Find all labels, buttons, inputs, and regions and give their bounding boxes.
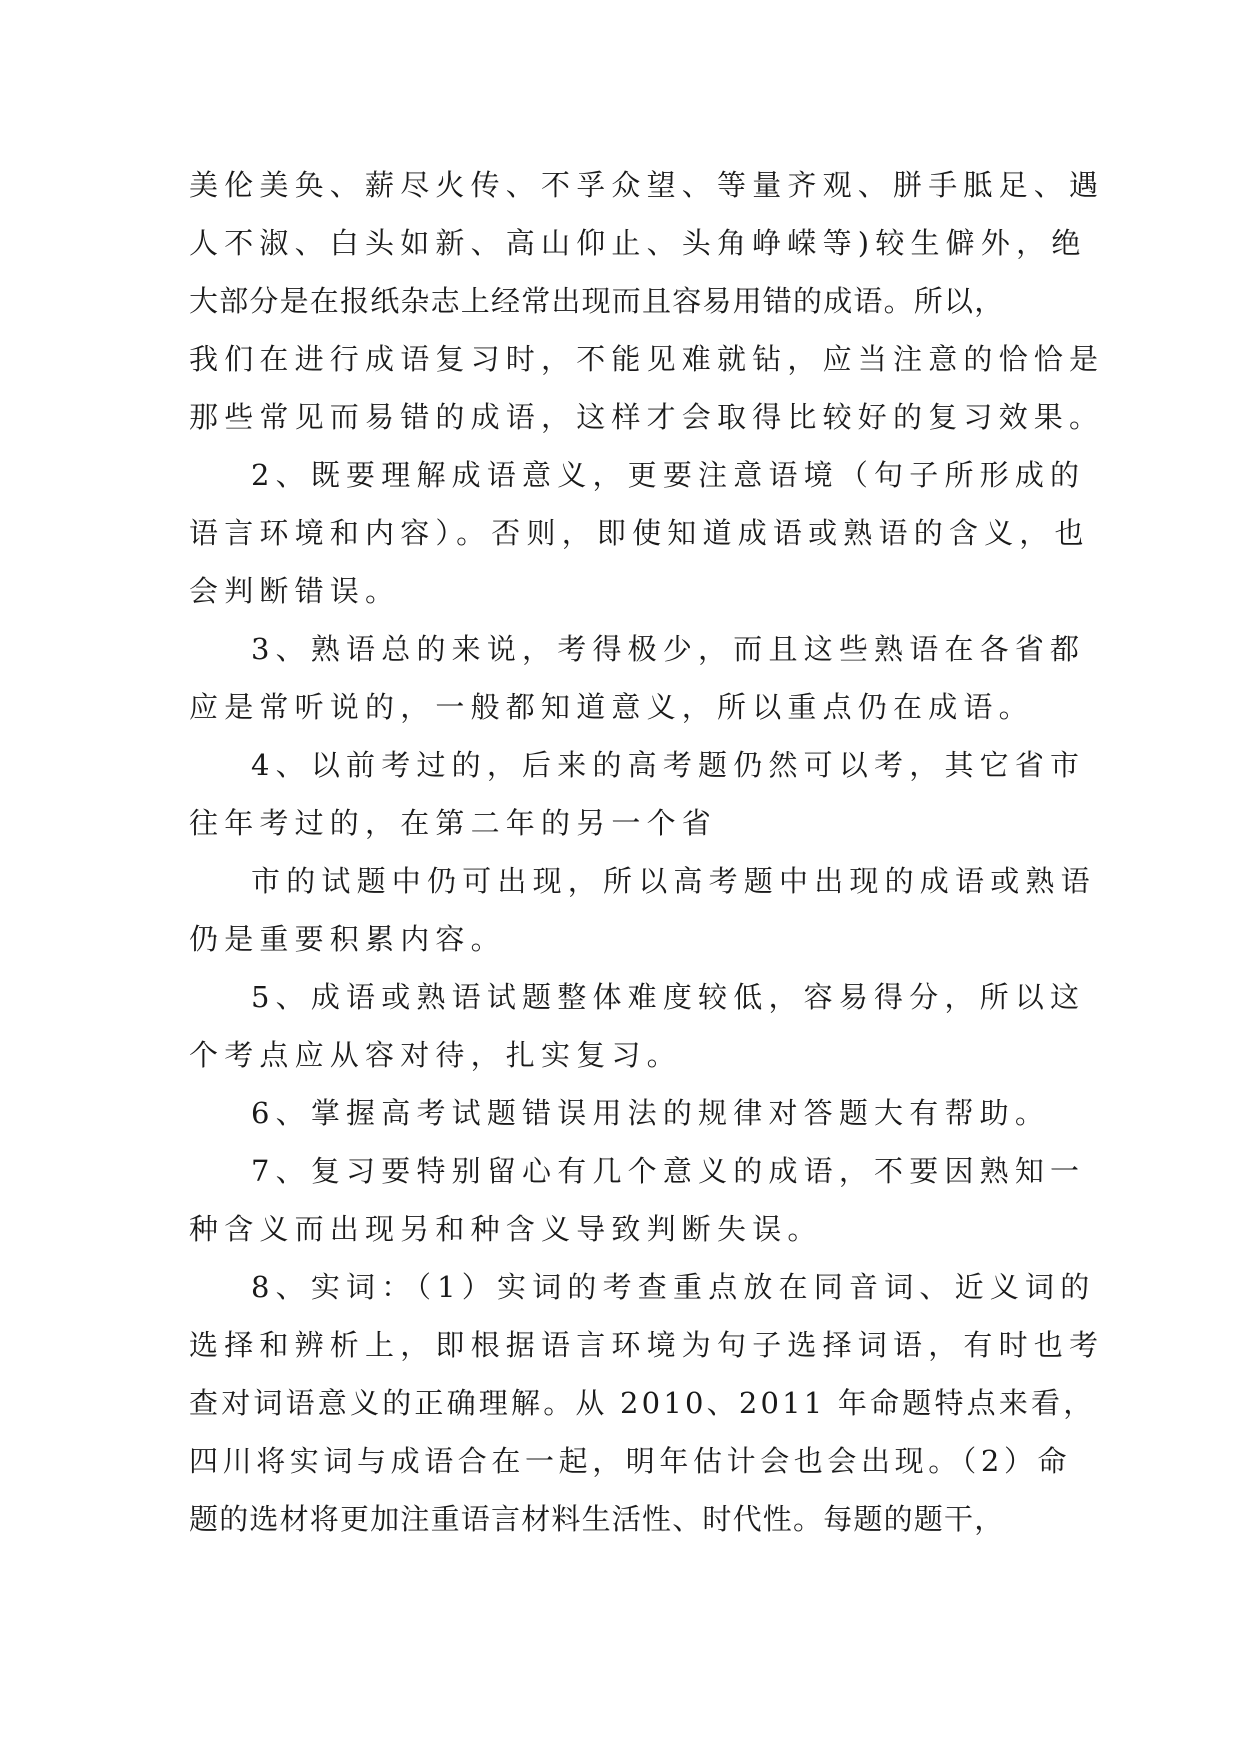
text-line: 那些常见而易错的成语，这样才会取得比较好的复习效果。 <box>189 400 1105 434</box>
paragraph-2-start: 2、既要理解成语意义，更要注意语境（句子所形成的 <box>251 458 1086 492</box>
text-line: 人不淑、白头如新、高山仰止、头角峥嵘等)较生僻外，绝 <box>189 226 1087 260</box>
text-line: 大部分是在报纸杂志上经常出现而且容易用错的成语。所以， <box>189 284 1005 318</box>
text-line: 市的试题中仍可出现，所以高考题中出现的成语或熟语 <box>251 864 1096 898</box>
text-line: 应是常听说的，一般都知道意义，所以重点仍在成语。 <box>189 690 1034 724</box>
paragraph-7-start: 7、复习要特别留心有几个意义的成语，不要因熟知一 <box>251 1154 1086 1188</box>
text-line: 会判断错误。 <box>189 574 401 608</box>
text-line: 选择和辨析上，即根据语言环境为句子选择词语，有时也考 <box>189 1328 1105 1362</box>
paragraph-5-start: 5、成语或熟语试题整体难度较低，容易得分，所以这 <box>251 980 1086 1014</box>
text-line: 语言环境和内容）。否则，即使知道成语或熟语的含义，也 <box>189 516 1090 550</box>
paragraph-4-start: 4、以前考过的，后来的高考题仍然可以考，其它省市 <box>251 748 1086 782</box>
paragraph-8-start: 8、实词：（1）实词的考查重点放在同音词、近义词的 <box>251 1270 1096 1304</box>
text-line: 美伦美奂、薪尽火传、不孚众望、等量齐观、胼手胝足、遇 <box>189 168 1105 202</box>
paragraph-6-start: 6、掌握高考试题错误用法的规律对答题大有帮助。 <box>251 1096 1051 1130</box>
text-line: 仍是重要积累内容。 <box>189 922 506 956</box>
text-line: 个考点应从容对待，扎实复习。 <box>189 1038 682 1072</box>
text-line: 往年考过的，在第二年的另一个省 <box>189 806 718 840</box>
text-line: 四川将实词与成语合在一起，明年估计会也会出现。（2）命 <box>189 1444 1072 1478</box>
text-line: 种含义而出现另和种含义导致判断失误。 <box>189 1212 823 1246</box>
text-line: 查对词语意义的正确理解。从 2010、2011 年命题特点来看， <box>189 1386 1096 1420</box>
paragraph-3-start: 3、熟语总的来说，考得极少，而且这些熟语在各省都 <box>251 632 1086 666</box>
text-line: 我们在进行成语复习时，不能见难就钻，应当注意的恰恰是 <box>189 342 1105 376</box>
text-line: 题的选材将更加注重语言材料生活性、时代性。每题的题干， <box>189 1502 1005 1536</box>
